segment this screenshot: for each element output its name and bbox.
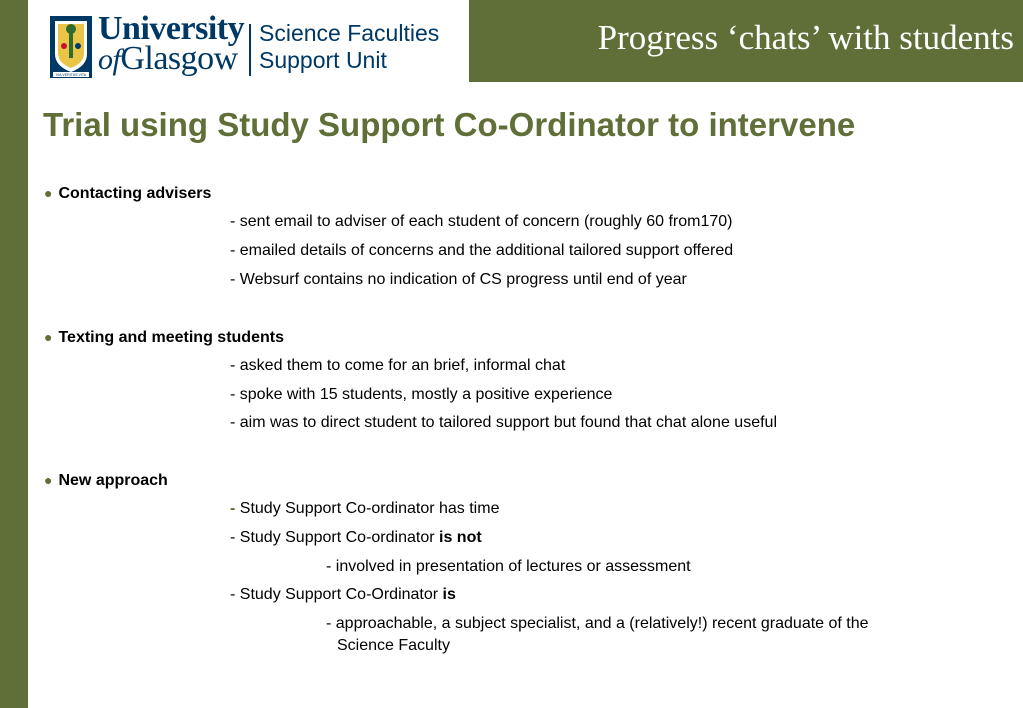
- list-item: - asked them to come for an brief, informal chat: [230, 357, 566, 374]
- list-item: - spoke with 15 students, mostly a positive experience: [230, 386, 613, 403]
- unit-name-line1: Science Faculties: [259, 20, 440, 46]
- slide-title: Progress ‘chats’ with students: [597, 18, 1014, 57]
- sub-list-item: - involved in presentation of lectures or assessment: [326, 558, 691, 575]
- list-item: [230, 585, 456, 605]
- header-band: [469, 0, 1023, 82]
- sub-list-item-continuation: Science Faculty: [337, 637, 450, 654]
- list-item-text: - Study Support Co-ordinator: [230, 529, 439, 546]
- wordmark-university: University: [98, 10, 245, 47]
- list-item: [230, 528, 482, 548]
- bullet-icon: ●: [44, 329, 53, 345]
- university-logo: [50, 10, 450, 78]
- unit-name-line2: Support Unit: [259, 47, 387, 73]
- list-item: - aim was to direct student to tailored support but found that chat alone useful: [230, 414, 777, 431]
- list-item: - emailed details of concerns and the additional tailored support offered: [230, 242, 734, 259]
- university-wordmark: [98, 10, 245, 77]
- section-heading-text: Contacting advisers: [58, 185, 212, 202]
- list-item: - sent email to adviser of each student of concern (roughly 60 from170): [230, 213, 733, 230]
- section-heading-text: Texting and meeting students: [58, 329, 284, 346]
- unit-name: [259, 20, 439, 74]
- logo-divider: [249, 24, 251, 76]
- section-heading-text: New approach: [58, 472, 168, 489]
- sub-list-item: - approachable, a subject specialist, and a (relatively!) recent graduate of the: [326, 615, 869, 632]
- bullet-icon: ●: [44, 185, 53, 201]
- slide-heading: Trial using Study Support Co-Ordinator to intervene: [43, 106, 856, 143]
- emphasis-is: is: [442, 586, 456, 603]
- list-item: [230, 499, 499, 519]
- green-dash: -: [230, 500, 236, 517]
- bullet-icon: ●: [44, 472, 53, 488]
- wordmark-glasgow-line: [98, 40, 244, 77]
- university-crest-icon: [50, 16, 92, 78]
- list-item-text: - Study Support Co-Ordinator: [230, 586, 443, 603]
- section-heading-contacting-advisers: [44, 183, 211, 204]
- section-heading-texting-meeting: [44, 327, 284, 348]
- crest-motto: VIA VERITAS VITA: [55, 73, 87, 78]
- list-item: - Websurf contains no indication of CS progress until end of year: [230, 271, 687, 288]
- wordmark-glasgow: Glasgow: [120, 40, 238, 77]
- emphasis-is-not: is not: [439, 529, 482, 546]
- section-heading-new-approach: [44, 470, 168, 491]
- list-item-text: Study Support Co-ordinator has time: [235, 500, 500, 517]
- wordmark-of: of: [98, 43, 121, 76]
- left-accent-bar: [0, 0, 28, 708]
